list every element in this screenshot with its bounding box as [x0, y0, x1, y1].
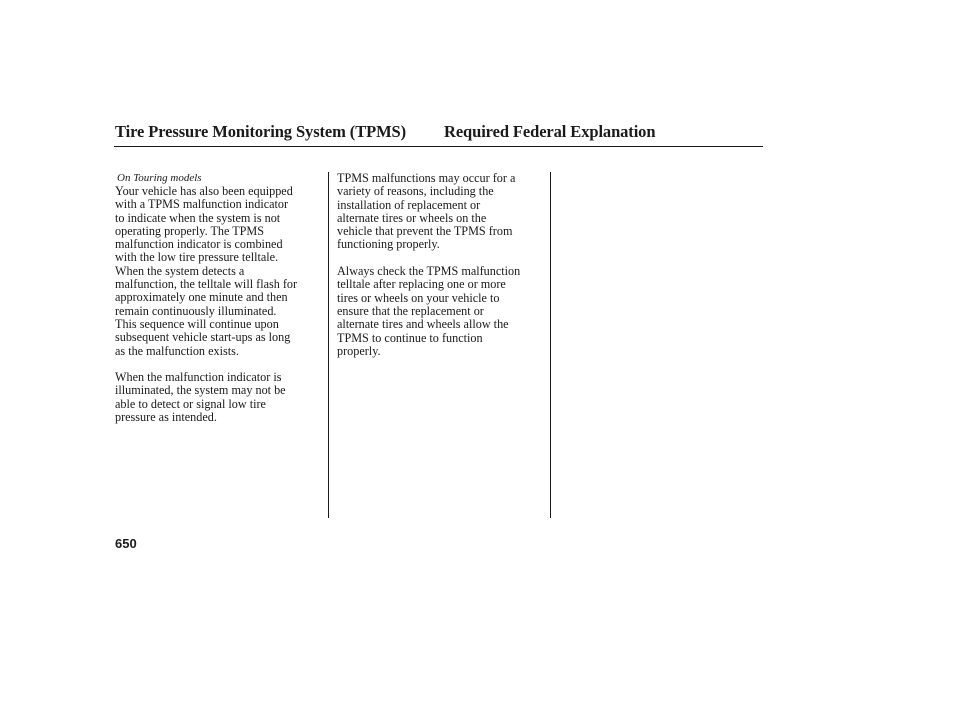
text-line: installation of replacement or [337, 197, 481, 212]
paragraph [115, 185, 325, 358]
text-line: variety of reasons, including the [337, 184, 494, 199]
column-divider-1 [328, 172, 329, 518]
text-column-2 [337, 172, 543, 371]
model-note: On Touring models [117, 172, 202, 184]
text-line: remain continuously illuminated. [115, 303, 277, 318]
text-line: alternate tires and wheels allow the [337, 317, 509, 332]
text-column-1 [115, 172, 325, 438]
text-line: alternate tires or wheels on the [337, 210, 487, 225]
text-line: illuminated, the system may not be [115, 383, 286, 398]
text-line: malfunction indicator is combined [115, 237, 283, 252]
text-line: vehicle that prevent the TPMS from [337, 224, 513, 239]
section-title: Tire Pressure Monitoring System (TPMS) [115, 122, 407, 141]
text-line: ensure that the replacement or [337, 303, 484, 318]
text-line: tires or wheels on your vehicle to [337, 290, 500, 305]
paragraph [115, 371, 325, 424]
text-line: with a TPMS malfunction indicator [115, 197, 289, 212]
text-line: able to detect or signal low tire [115, 396, 266, 411]
text-line: with the low tire pressure telltale. [115, 250, 279, 265]
text-line: When the malfunction indicator is [115, 370, 282, 385]
text-line: to indicate when the system is not [115, 210, 281, 225]
text-line: approximately one minute and then [115, 290, 288, 305]
text-line: TPMS to continue to function [337, 330, 483, 345]
paragraph [337, 265, 543, 358]
text-line: functioning properly. [337, 237, 440, 252]
text-line: subsequent vehicle start-ups as long [115, 330, 291, 345]
text-line: operating properly. The TPMS [115, 223, 265, 238]
page-header [114, 120, 763, 147]
text-line: Your vehicle has also been equipped [115, 184, 293, 198]
text-line: Always check the TPMS malfunction [337, 264, 521, 279]
text-line: telltale after replacing one or more [337, 277, 506, 292]
text-line: properly. [337, 343, 381, 358]
text-line: This sequence will continue upon [115, 316, 279, 331]
text-line: TPMS malfunctions may occur for a [337, 171, 516, 185]
text-line: When the system detects a [115, 263, 245, 278]
text-line: as the malfunction exists. [115, 343, 239, 358]
section-subtitle: Required Federal Explanation [444, 122, 656, 141]
text-line: malfunction, the telltale will flash for [115, 277, 298, 292]
paragraph [337, 172, 543, 252]
column-divider-2 [550, 172, 551, 518]
text-line: pressure as intended. [115, 410, 217, 425]
page-number: 650 [115, 536, 137, 551]
